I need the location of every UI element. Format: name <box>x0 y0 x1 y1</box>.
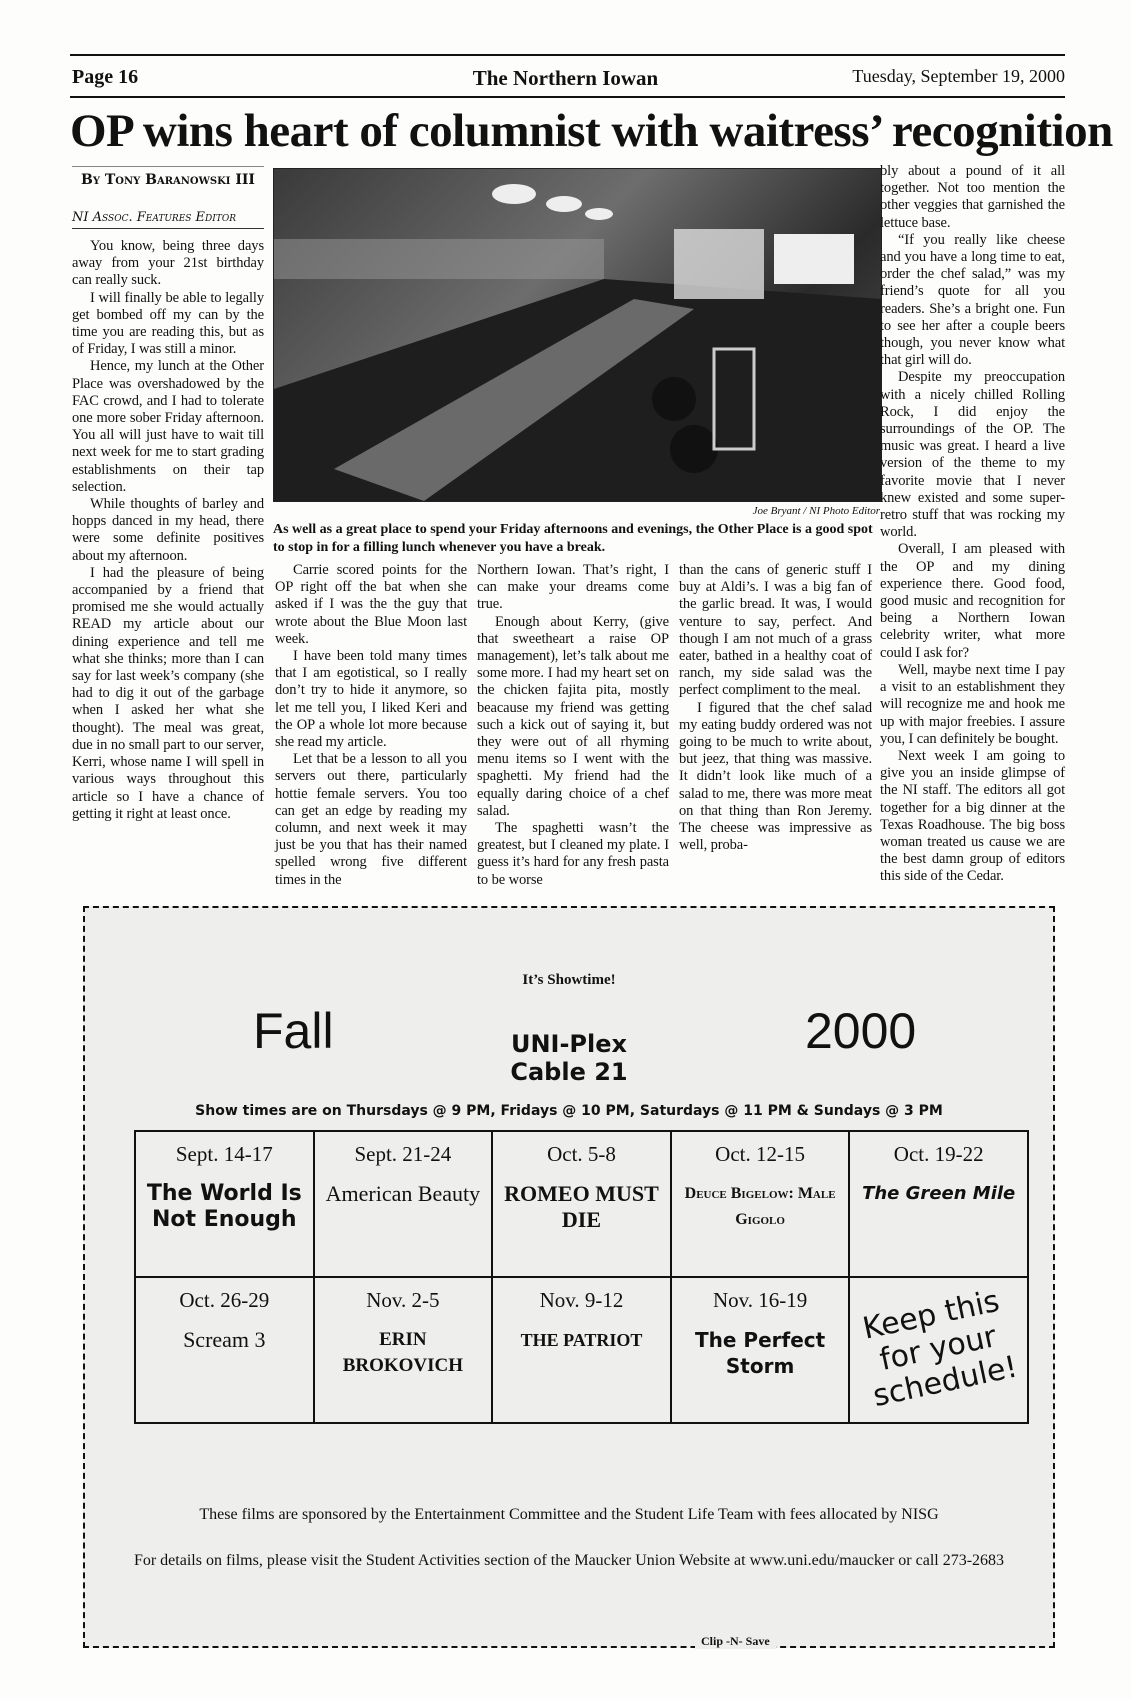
clip-n-save-label: Clip -N- Save <box>695 1634 776 1649</box>
show-times: Show times are on Thursdays @ 9 PM, Fridays @ 10 PM, Saturdays @ 11 PM & Sundays @ 3 PM <box>195 1103 943 1119</box>
byline-rule <box>72 166 264 167</box>
schedule-date: Nov. 2-5 <box>366 1288 440 1312</box>
article-column-3 <box>477 562 669 889</box>
article-paragraph: Hence, my lunch at the Other Place was overshadowed by the FAC crowd, and I had to tolerate one more sober Friday afternoon. You all will just have to wait till next week for me to start grading establishments on their tap selection. <box>72 358 264 495</box>
article-column-2 <box>275 562 467 889</box>
film-title: The Perfect Storm <box>695 1328 826 1378</box>
article-paragraph: Enough about Kerry, (give that sweetheart a raise OP management), let’s talk about me some more. I had my heart set on the chicken fajita pita, mostly beacause my friend was getting such a kick out of saying it, but they were out of all rhyming menu items so I went with the spaghetti. My friend had the equally daring choice of a chef salad. <box>477 613 669 819</box>
schedule-cell <box>135 1277 314 1423</box>
schedule-date: Oct. 12-15 <box>715 1142 805 1166</box>
film-title: Deuce Bigelow: Male Gigolo <box>684 1185 836 1228</box>
sponsor-note: These films are sponsored by the Entertainment Committee and the Student Life Team with fees allocated by NISG <box>199 1506 939 1523</box>
article-paragraph: I will finally be able to legally get bombed off my can by the time you are reading this, but as of Friday, I was still a minor. <box>72 289 264 358</box>
photo-caption: As well as a great place to spend your Friday afternoons and evenings, the Other Place is a good spot to stop in for a filling lunch whenever you have a break. <box>273 522 873 555</box>
film-title: Scream 3 <box>183 1327 266 1352</box>
schedule-date: Nov. 16-19 <box>712 1288 808 1312</box>
brand-line-2: Cable 21 <box>510 1058 628 1086</box>
article-paragraph: Despite my preoccupation with a nicely chilled Rolling Rock, I did enjoy the surroundings of the OP. The music was great. I heard a live version of the theme to my favorite movie that I never knew existed and some super-retro stuff that was rocking my world. <box>880 369 1065 541</box>
page-number: Page 16 <box>72 66 139 88</box>
byline: By Tony Baranowski III <box>81 172 255 188</box>
headline: OP wins heart of columnist with waitress’ recognition <box>70 105 1113 157</box>
article-paragraph: You know, being three days away from your 21st birthday can really suck. <box>72 238 264 289</box>
brand-line-1: UNI-Plex <box>510 1030 628 1058</box>
film-title: ROMEO MUST DIE <box>504 1181 659 1232</box>
article-paragraph: Let that be a lesson to all you servers out there, particularly hottie female servers. You too can get an edge by reading my column, and next week it may just be you that has their named spelled wrong five different times in the <box>275 751 467 888</box>
article-paragraph: While thoughts of barley and hopps danced in my head, there were some definite positives about my afternoon. <box>72 496 264 564</box>
schedule-cell <box>492 1131 671 1277</box>
schedule-date: Sept. 21-24 <box>354 1142 452 1166</box>
top-rule <box>70 54 1065 56</box>
article-paragraph: Well, maybe next time I pay a visit to an establishment they will recognize me and hook me up with major freebies. I assure you, I can definitely be bought. <box>880 661 1065 747</box>
schedule-date: Nov. 9-12 <box>539 1288 624 1312</box>
schedule-cell <box>314 1277 493 1423</box>
schedule-cell <box>671 1277 850 1423</box>
schedule-date: Oct. 26-29 <box>179 1288 270 1312</box>
article-paragraph: I had the pleasure of being accompanied by a friend that promised me she would actually READ my article about our dining experience and tell me what she thinks; more than I can say for last week’s company (she had to dig it out of the garbage when I asked her what she thought). The meal was great, due in no small part to our server, Kerri, whose name I will spell in various ways throughout this article so I have a chance of getting it right at least once. <box>72 564 264 822</box>
film-title: The World Is Not Enough <box>146 1181 302 1232</box>
issue-date: Tuesday, September 19, 2000 <box>852 66 1065 86</box>
paper-name: The Northern Iowan <box>472 66 659 90</box>
film-title: The Green Mile <box>862 1183 1016 1204</box>
schedule-cell <box>314 1131 493 1277</box>
keep-schedule-note-cell <box>849 1277 1028 1423</box>
film-title: THE PATRIOT <box>520 1330 643 1350</box>
schedule-date: Oct. 5-8 <box>547 1142 616 1166</box>
showtime-label: It’s Showtime! <box>522 972 616 988</box>
header-rule <box>70 96 1065 98</box>
film-title: ERIN BROKOVICH <box>342 1329 464 1376</box>
schedule-date: Sept. 14-17 <box>175 1142 273 1166</box>
article-paragraph: Carrie scored points for the OP right off the bat when she asked if I was the the guy that wrote about the Blue Moon last week. <box>275 562 467 647</box>
year-label: 2000 <box>805 1003 917 1059</box>
article-paragraph: “If you really like cheese and you have a long time to eat, order the chef salad,” was my friend’s quote for all you readers. She’s a bright one. Fun to see her after a couple beers though, you never know what that girl will do. <box>880 231 1065 369</box>
article-paragraph: The spaghetti wasn’t the greatest, but I cleaned my plate. I guess it’s hard for any fresh pasta to be worse <box>477 820 669 888</box>
article-column-1 <box>72 238 264 823</box>
article-paragraph: I have been told many times that I am egotistical, so I really don’t try to hide it anymore, so let me tell you, I liked Keri and the OP a whole lot more because she read my article. <box>275 648 467 751</box>
schedule-cell <box>849 1131 1028 1277</box>
article-paragraph: bly about a pound of it all together. Not too mention the other veggies that garnished the lettuce base. <box>880 163 1065 231</box>
schedule-cell <box>492 1277 671 1423</box>
article-paragraph: than the cans of generic stuff I buy at Aldi’s. I was a big fan of the garlic bread. It was, I would venture to say, perfect. And though I am not much of a grass eater, bathed in a healthy coat of ranch, my side salad was the perfect compliment to the meal. <box>679 562 872 699</box>
uni-plex-ad <box>83 906 1055 1648</box>
article-paragraph: I figured that the chef salad my eating buddy ordered was not going to be much to write about, but jeez, that thing was massive. It didn’t look like much of a salad to me, there was more meat on that thing than Ron Jeremy. The cheese was impressive as well, proba- <box>679 699 872 854</box>
bar-interior-photo <box>273 168 882 502</box>
photo-credit: Joe Bryant / NI Photo Editor <box>752 505 880 517</box>
keep-schedule-note: Keep this for your schedule! <box>860 1283 1021 1415</box>
film-title: American Beauty <box>325 1181 481 1206</box>
details-note: For details on films, please visit the Student Activities section of the Maucker Union Website at www.uni.edu/maucker or call 273-2683 <box>133 1552 1005 1569</box>
article-column-5 <box>880 163 1065 886</box>
fall-label: Fall <box>253 1003 334 1059</box>
schedule-cell <box>135 1131 314 1277</box>
schedule-grid <box>134 1130 1029 1424</box>
photo-illustration <box>274 169 881 501</box>
schedule-cell <box>671 1131 850 1277</box>
article-paragraph: Next week I am going to give you an inside glimpse of the NI staff. The editors all got together for a big dinner at the Texas Roadhouse. The big boss woman treated us cause we are the best damn group of editors this side of the Cedar. <box>880 747 1065 885</box>
article-paragraph: Northern Iowan. That’s right, I can make your dreams come true. <box>477 562 669 613</box>
schedule-date: Oct. 19-22 <box>893 1142 984 1166</box>
article-paragraph: Overall, I am pleased with the OP and my dining experience there. Good food, good music and recognition for being a Northern Iowan celebrity writer, what more could I ask for? <box>880 541 1065 661</box>
article-column-4 <box>679 562 872 854</box>
byline-role: NI Assoc. Features Editor <box>72 210 264 229</box>
